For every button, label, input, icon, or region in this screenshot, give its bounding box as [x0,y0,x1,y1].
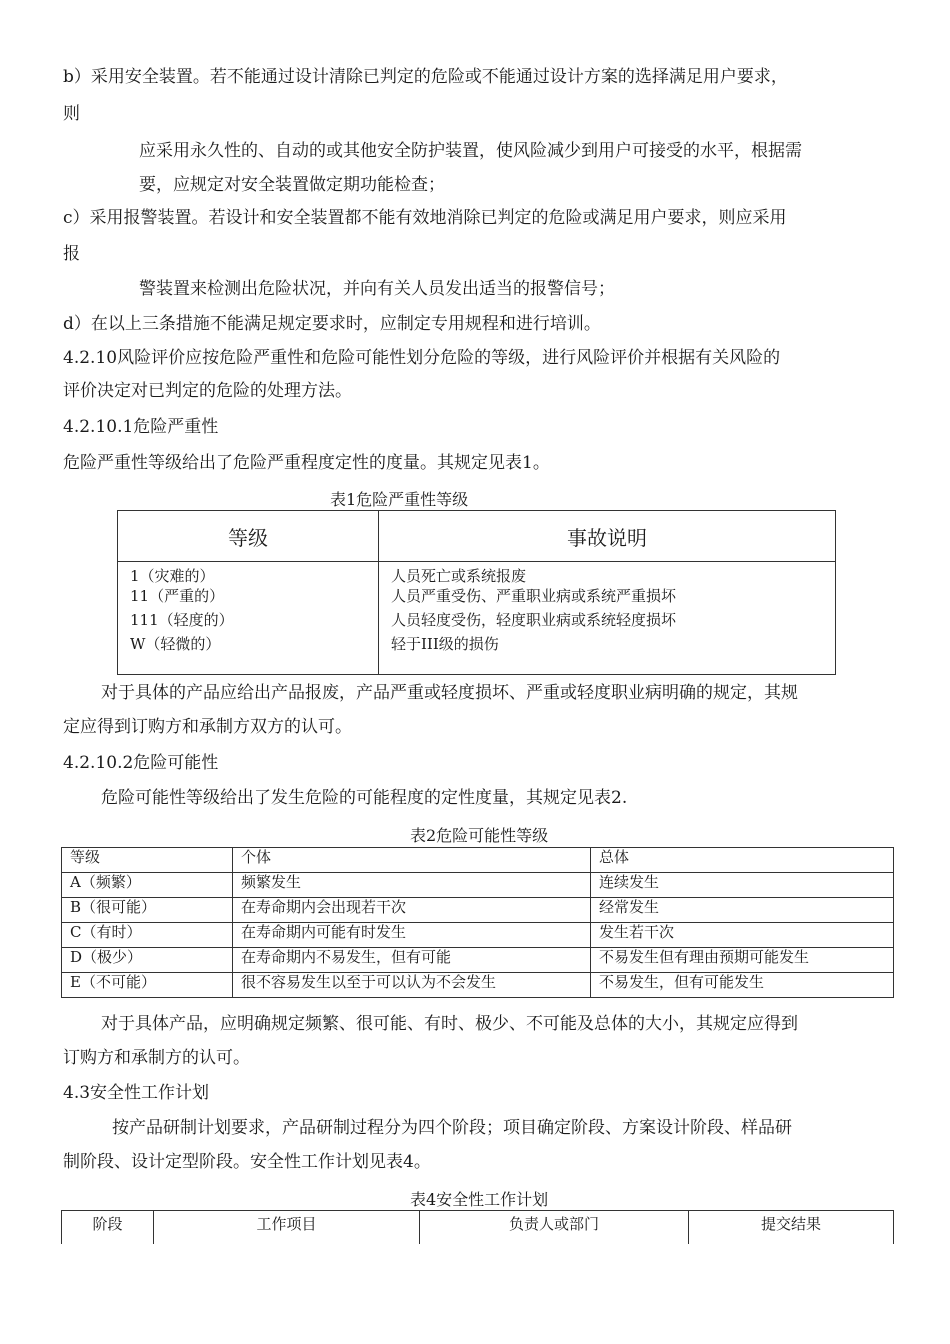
table2-header-cell: 等级 [62,848,233,873]
severity-table [117,510,836,675]
table1-description: 轻于III级的损伤 [391,635,499,653]
table2-cell: 在寿命期内不易发生，但有可能 [233,948,591,973]
table2-cell: 发生若干次 [591,923,894,948]
table2-note-line: 订购方和承制方的认可。 [63,1048,250,1068]
item-d-line: d）在以上三条措施不能满足规定要求时，应制定专用规程和进行培训。 [63,314,601,334]
item-b-line: 则 [63,104,80,124]
table2-cell: 在寿命期内会出现若干次 [233,898,591,923]
section-heading-4-3: 4.3安全性工作计划 [63,1083,210,1103]
table2-cell: A（频繁） [62,873,233,898]
table1-levels-cell [118,562,379,675]
section-4-2-10-line: 评价决定对已判定的危险的处理方法。 [63,381,352,401]
item-c-line: 警装置来检测出危险状况，并向有关人员发出适当的报警信号； [139,279,615,299]
table2-cell: 连续发生 [591,873,894,898]
table1-level: 111（轻度的） [130,611,234,629]
table4-header-cell: 负责人或部门 [420,1211,689,1245]
table2-cell: D（极少） [62,948,233,973]
table1-description: 人员死亡或系统报废 [391,567,527,585]
item-c-line: 报 [63,244,80,264]
table2-note-line: 对于具体产品，应明确规定频繁、很可能、有时、极少、不可能及总体的大小，其规定应得到 [101,1014,798,1034]
table2-cell: C（有时） [62,923,233,948]
table4-header-row [62,1211,894,1245]
table2-cell: 频繁发生 [233,873,591,898]
table1-header-cell: 事故说明 [379,511,836,562]
table1-level: W（轻微的） [130,635,221,653]
table2-cell: 经常发生 [591,898,894,923]
table2-cell: E（不可能） [62,973,233,998]
table1-description: 人员轻度受伤，轻度职业病或系统轻度损坏 [391,611,677,629]
table4-header-cell: 提交结果 [689,1211,894,1245]
section-4-2-10-line: 4.2.10风险评价应按危险严重性和危险可能性划分危险的等级，进行风险评价并根据有关风险的 [63,348,781,368]
table1-header-cell: 等级 [118,511,379,562]
table-row [62,948,894,973]
table1-descriptions-cell [379,562,836,675]
table1-note-line: 定应得到订购方和承制方双方的认可。 [63,717,352,737]
section-intro: 危险可能性等级给出了发生危险的可能程度的定性度量，其规定见表2. [101,788,628,808]
table2-caption: 表2危险可能性等级 [410,826,549,845]
section-heading-4-2-10-2: 4.2.10.2危险可能性 [63,753,219,773]
table4-header-cell: 工作项目 [154,1211,420,1245]
table-row [62,898,894,923]
table4-header-cell: 阶段 [62,1211,154,1245]
table2-cell: B（很可能） [62,898,233,923]
table1-level: 11（严重的） [130,587,225,605]
item-c-line: c）采用报警装置。若设计和安全装置都不能有效地消除已判定的危险或满足用户要求，则应采用 [63,208,787,228]
item-b-line: 应采用永久性的、自动的或其他安全防护装置，使风险减少到用户可接受的水平，根据需 [139,141,802,161]
table-row [62,973,894,998]
section-intro: 危险严重性等级给出了危险严重程度定性的度量。其规定见表1。 [63,453,550,473]
section-4-3-line: 按产品研制计划要求，产品研制过程分为四个阶段；项目确定阶段、方案设计阶段、样品研 [112,1118,792,1138]
table2-cell: 很不容易发生以至于可以认为不会发生 [233,973,591,998]
table1-level: 1（灾难的） [130,567,215,585]
table2-cell: 不易发生，但有可能发生 [591,973,894,998]
table2-header-cell: 总体 [591,848,894,873]
table2-header-row [62,848,894,873]
table4-caption: 表4安全性工作计划 [410,1190,549,1209]
section-heading-4-2-10-1: 4.2.10.1危险严重性 [63,417,219,437]
table1-note-line: 对于具体的产品应给出产品报废，产品严重或轻度损坏、严重或轻度职业病明确的规定，其规 [101,683,798,703]
section-4-3-line: 制阶段、设计定型阶段。安全性工作计划见表4。 [63,1152,431,1172]
safety-work-plan-table [61,1210,894,1244]
table-row [62,873,894,898]
item-b-line: 要，应规定对安全装置做定期功能检查； [139,175,445,195]
table2-cell: 不易发生但有理由预期可能发生 [591,948,894,973]
table2-cell: 在寿命期内可能有时发生 [233,923,591,948]
probability-table [61,847,894,998]
table1-description: 人员严重受伤、严重职业病或系统严重损坏 [391,587,677,605]
item-b-line: b）采用安全装置。若不能通过设计清除已判定的危险或不能通过设计方案的选择满足用户要求， [63,67,788,87]
table2-header-cell: 个体 [233,848,591,873]
table1-caption: 表1危险严重性等级 [330,490,469,509]
table-row [62,923,894,948]
